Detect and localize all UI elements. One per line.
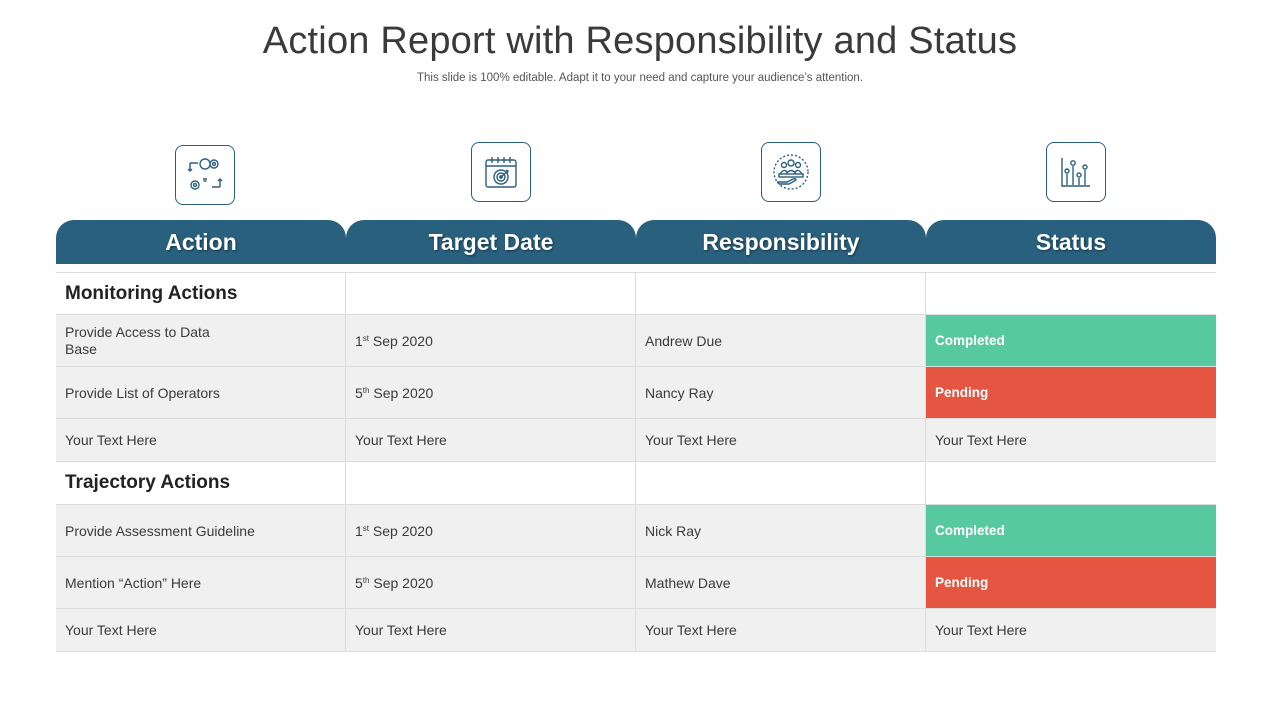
table-row [56, 315, 1216, 367]
status-badge: Pending [926, 367, 1216, 418]
date-cell: 1 $^{st}$ Sep 2020 [346, 505, 636, 556]
status-badge: Pending [926, 557, 1216, 608]
placeholder-cell: Your Text Here [636, 419, 926, 461]
header-status: Status [926, 220, 1216, 264]
date-cell: 5 $^{th}$ Sep 2020 [346, 557, 636, 608]
table-row [56, 367, 1216, 419]
section-title: Monitoring Actions [56, 273, 346, 314]
action-table [56, 272, 1216, 652]
responsibility-cell: Nick Ray [636, 505, 926, 556]
placeholder-cell: Your Text Here [935, 622, 1027, 638]
section-title: Trajectory Actions [56, 462, 346, 504]
action-cell: Provide List of Operators [56, 367, 346, 418]
placeholder-cell: Your Text Here [56, 419, 346, 461]
process-gears-icon [175, 145, 235, 205]
date-cell: 1 $^{st}$ Sep 2020 [346, 315, 636, 366]
placeholder-cell: Your Text Here [935, 432, 1027, 448]
action-cell: Provide Access to Data Base [56, 315, 346, 366]
page-subtitle: This slide is 100% editable. Adapt it to your need and capture your audience’s attention. [416, 72, 864, 84]
table-row [56, 505, 1216, 557]
table-row [56, 557, 1216, 609]
table-row [56, 419, 1216, 462]
section-row [56, 272, 1216, 315]
status-badge: Completed [926, 315, 1216, 366]
responsibility-cell: Mathew Dave [636, 557, 926, 608]
responsibility-cell: Nancy Ray [636, 367, 926, 418]
status-badge: Completed [926, 505, 1216, 556]
page-title: Action Report with Responsibility and Status [262, 20, 1018, 62]
placeholder-cell: Your Text Here [636, 609, 926, 651]
action-cell: Provide Assessment Guideline [56, 505, 346, 556]
action-cell: Mention “Action” Here [56, 557, 346, 608]
placeholder-cell: Your Text Here [346, 609, 636, 651]
bar-chart-icon [1046, 142, 1106, 202]
table-row [56, 609, 1216, 652]
date-cell: 5 $^{th}$ Sep 2020 [346, 367, 636, 418]
header-target-date: Target Date [346, 220, 636, 264]
team-hand-icon [761, 142, 821, 202]
responsibility-cell: Andrew Due [636, 315, 926, 366]
placeholder-cell: Your Text Here [56, 609, 346, 651]
section-row [56, 462, 1216, 505]
calendar-target-icon [471, 142, 531, 202]
header-action: Action [56, 220, 346, 264]
header-responsibility: Responsibility [636, 220, 926, 264]
placeholder-cell: Your Text Here [346, 419, 636, 461]
